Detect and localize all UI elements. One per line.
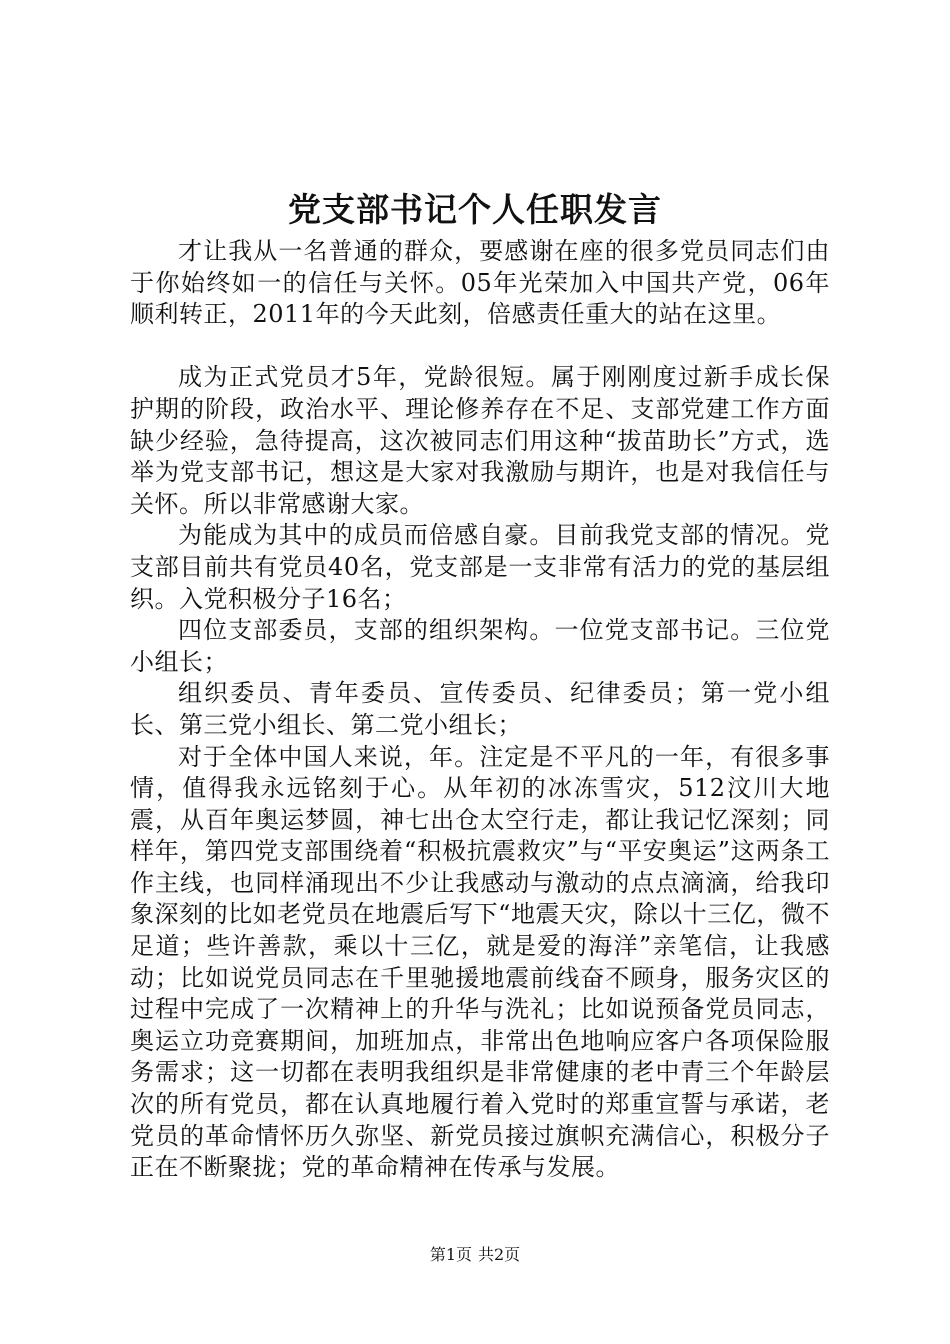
paragraph: 才让我从一名普通的群众，要感谢在座的很多党员同志们由于你始终如一的信任与关怀。05年光荣加入中国共产党，06年顺利转正，2011年的今天此刻，倍感责任重大的站在这里。 (130, 237, 830, 329)
paragraph: 四位支部委员，支部的组织架构。一位党支部书记。三位党小组长； (130, 616, 830, 676)
paragraph: 成为正式党员才5年，党龄很短。属于刚刚度过新手成长保护期的阶段，政治水平、理论修养存在不足、支部党建工作方面缺少经验，急待提高，这次被同志们用这种“拔苗助长”方式，选举为党支部书记，想这是大家对我激励与期许，也是对我信任与关怀。所以非常感谢大家。 (130, 363, 830, 518)
page-total: 共2页 (478, 1245, 521, 1264)
document-title: 党支部书记个人任职发言 (288, 190, 662, 229)
paragraph: 组织委员、青年委员、宣传委员、纪律委员；第一党小组长、第三党小组长、第二党小组长； (130, 679, 830, 739)
paragraph-spacer (130, 331, 830, 363)
page-number: 第1页 (429, 1245, 472, 1264)
paragraph: 为能成为其中的成员而倍感自豪。目前我党支部的情况。党支部目前共有党员40名，党支部是一支非常有活力的党的基层组织。入党积极分子16名； (130, 521, 830, 613)
document-body (130, 236, 830, 1184)
paragraph: 对于全体中国人来说，年。注定是不平凡的一年，有很多事情，值得我永远铭刻于心。从年初的冰冻雪灾，512汶川大地震，从百年奥运梦圆，神七出仓太空行走，都让我记忆深刻；同样年，第四党支部围绕着“积极抗震救灾”与“平安奥运”这两条工作主线，也同样涌现出不少让我感动与激动的点点滴滴，给我印象深刻的比如老党员在地震后写下“地震天灾，除以十三亿，微不足道；些许善款，乘以十三亿，就是爱的海洋”亲笔信，让我感动；比如说党员同志在千里驰援地震前线奋不顾身，服务灾区的过程中完成了一次精神上的升华与洗礼；比如说预备党员同志，奥运立功竞赛期间，加班加点，非常出色地响应客户各项保险服务需求；这一切都在表明我组织是非常健康的老中青三个年龄层次的所有党员，都在认真地履行着入党时的郑重宣誓与承诺，老党员的革命情怀历久弥坚、新党员接过旗帜充满信心，积极分子正在不断聚拢；党的革命精神在传承与发展。 (130, 742, 830, 1182)
page-footer (0, 1244, 950, 1266)
